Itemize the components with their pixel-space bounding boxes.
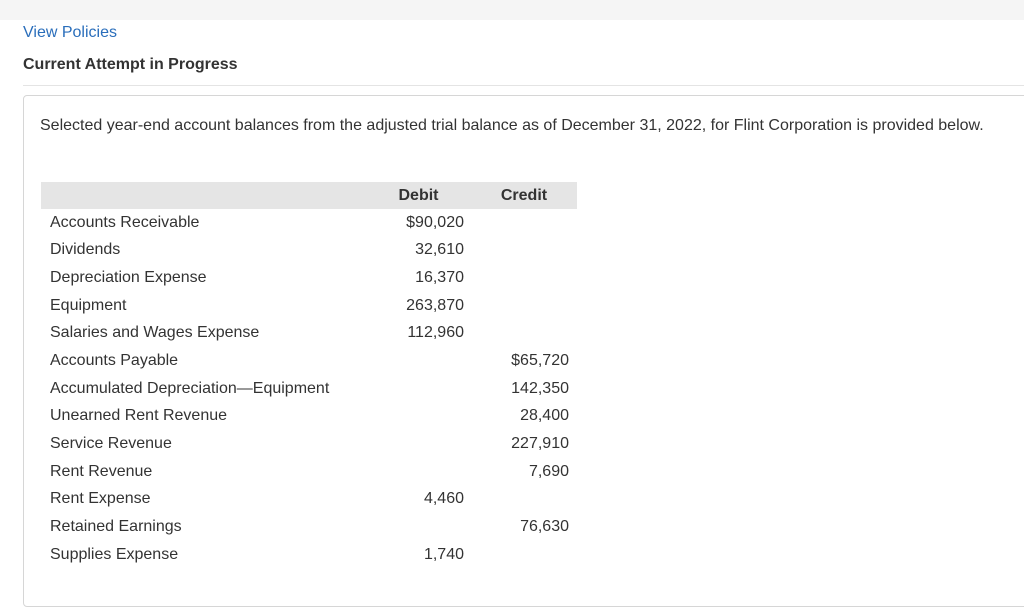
credit-value (471, 264, 577, 292)
debit-value (366, 375, 471, 403)
table-row (41, 485, 577, 513)
account-name: Rent Revenue (50, 462, 153, 480)
credit-value (471, 237, 577, 265)
table-row (41, 264, 577, 292)
account-name: Rent Expense (50, 490, 151, 508)
debit-value: $90,020 (406, 213, 464, 231)
debit-value (366, 458, 471, 486)
table-row (41, 541, 577, 569)
table-row (41, 209, 577, 237)
account-name: Accounts Receivable (50, 213, 200, 231)
table-header-row (41, 182, 577, 209)
debit-value: 32,610 (415, 241, 464, 259)
account-name: Depreciation Expense (50, 269, 207, 287)
debit-value: 16,370 (415, 269, 464, 287)
debit-value: 4,460 (423, 490, 464, 508)
table-row (41, 513, 577, 541)
account-name: Accumulated Depreciation—Equipment (50, 379, 330, 397)
credit-value: $65,720 (511, 352, 569, 370)
table-row (41, 292, 577, 320)
account-name: Dividends (50, 241, 121, 259)
account-name: Unearned Rent Revenue (50, 407, 228, 425)
header-account (41, 182, 366, 209)
credit-value: 227,910 (511, 434, 569, 452)
credit-value (471, 292, 577, 320)
table-row (41, 402, 577, 430)
divider (23, 85, 1024, 86)
attempt-status: Current Attempt in Progress (23, 56, 238, 73)
header-credit: Credit (471, 182, 577, 209)
credit-value: 76,630 (520, 517, 569, 535)
table-row (41, 430, 577, 458)
account-name: Retained Earnings (50, 517, 182, 535)
table-row (41, 375, 577, 403)
table-row (41, 237, 577, 265)
account-name: Accounts Payable (50, 352, 179, 370)
view-policies-link[interactable]: View Policies (23, 24, 117, 41)
debit-value: 1,740 (423, 545, 464, 563)
credit-value: 142,350 (511, 379, 569, 397)
credit-value: 28,400 (520, 407, 569, 425)
table-row (41, 320, 577, 348)
credit-value (471, 541, 577, 569)
account-name: Salaries and Wages Expense (50, 324, 260, 342)
table-row (41, 347, 577, 375)
debit-value (366, 513, 471, 541)
trial-balance-table (41, 182, 577, 568)
account-name: Service Revenue (50, 434, 172, 452)
question-card (23, 95, 1024, 607)
credit-value (471, 320, 577, 348)
account-name: Supplies Expense (50, 545, 179, 563)
credit-value (471, 209, 577, 237)
debit-value: 112,960 (407, 324, 464, 342)
top-strip (0, 0, 1024, 20)
credit-value: 7,690 (528, 462, 569, 480)
credit-value (471, 485, 577, 513)
debit-value (366, 347, 471, 375)
question-intro: Selected year-end account balances from the adjusted trial balance as of December 31, 2022, for Flint Corporation is provided below. (40, 117, 984, 134)
header-debit: Debit (366, 182, 471, 209)
debit-value (366, 430, 471, 458)
account-name: Equipment (50, 296, 127, 314)
debit-value: 263,870 (406, 296, 464, 314)
table-row (41, 458, 577, 486)
debit-value (366, 402, 471, 430)
